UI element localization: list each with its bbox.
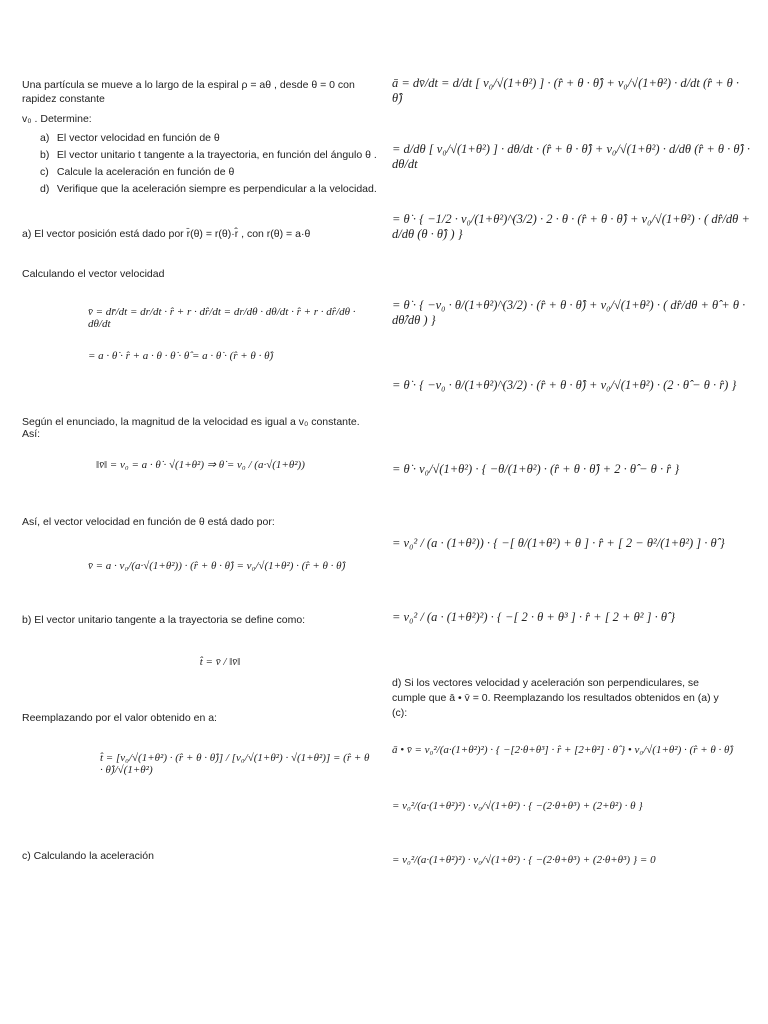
problem-item: b) El vector unitario t tangente a la trayectoria, en función del ángulo θ .: [40, 148, 377, 161]
eq-velocity-3: v̄ = a · v₀/(a·√(1+θ²)) · (r̂ + θ · θ̂) = v₀/√(1+θ²) · (r̂ + θ · θ̂): [88, 560, 346, 572]
eq-accel-1: ā = dv̄/dt = d/dt [ v₀/√(1+θ²) ] · (r̂ + θ · θ̂) + v₀/√(1+θ²) · d/dt (r̂ + θ · θ̂): [392, 76, 740, 105]
asi-text: Así, el vector velocidad en función de θ está dado por:: [22, 516, 275, 528]
eq-dot-3: = v₀²/(a·(1+θ²)²) · v₀/√(1+θ²) · { −(2·θ+θ³) + (2·θ+θ³) } = 0: [392, 854, 656, 866]
eq-accel-2: = d/dθ [ v₀/√(1+θ²) ] · dθ/dt · (r̂ + θ · θ̂) + v₀/√(1+θ²) · d/dθ (r̂ + θ · θ̂) · dθ/dt: [392, 142, 750, 171]
eq-tangent-1: t̂ = v̄ / ‖v̄‖: [199, 656, 241, 668]
problem-item: d) Verifique que la aceleración siempre es perpendicular a la velocidad.: [40, 183, 377, 196]
eq-dot-2: = v₀²/(a·(1+θ²)²) · v₀/√(1+θ²) · { −(2·θ+θ³) + (2+θ²) · θ }: [392, 800, 643, 812]
eq-accel-6: = θ̇ · v₀/√(1+θ²) · { −θ/(1+θ²) · (r̂ + θ · θ̂) + 2 · θ̂ − θ · r̂ }: [392, 462, 680, 476]
eq-magnitude: ‖v̄‖ = v₀ = a · θ̇ · √(1+θ²) ⇒ θ̇ = v₀ / (a·√(1+θ²)): [96, 459, 305, 471]
eq-velocity-1: v̄ = dr̄/dt = dr/dt · r̂ + r · dr̂/dt = dr/dθ · dθ/dt · r̂ + r · dr̂/dθ · dθ/dt: [88, 306, 356, 330]
part-d-text: d) Si los vectores velocidad y aceleración son perpendiculares, se cumple que ā • v̄ = 0. Reemplazando los resultados obtenidos en (a) y (c):: [392, 677, 719, 720]
eq-tangent-2: t̂ = [v₀/√(1+θ²) · (r̂ + θ · θ̂)] / [v₀/√(1+θ²) · √(1+θ²)] = (r̂ + θ · θ̂)/√(1+θ²): [100, 752, 370, 776]
problem-intro-2: v₀ . Determine:: [22, 113, 92, 126]
part-b-text: b) El vector unitario tangente a la trayectoria se define como:: [22, 614, 306, 626]
calc-velocity-heading: Calculando el vector velocidad: [22, 268, 165, 280]
problem-item: c) Calcule la aceleración en función de θ: [40, 165, 235, 178]
eq-accel-8: = v₀² / (a · (1+θ²)²) · { −[ 2 · θ + θ³ ] · r̂ + [ 2 + θ² ] · θ̂ }: [392, 610, 676, 624]
eq-dot-1: ā • v̄ = v₀²/(a·(1+θ²)²) · { −[2·θ+θ³] · r̂ + [2+θ²] · θ̂ } • v₀/√(1+θ²) · (r̂ + θ · θ̂): [392, 744, 734, 756]
problem-intro: Una partícula se mueve a lo largo de la espiral ρ = aθ , desde θ = 0 con rapidez constante: [22, 79, 355, 106]
problem-item: a) El vector velocidad en función de θ: [40, 131, 220, 144]
part-a-text: a) El vector posición está dado por r̄(θ) = r(θ)·r̂ , con r(θ) = a·θ: [22, 228, 311, 240]
part-c-text: c) Calculando la aceleración: [22, 850, 154, 862]
eq-velocity-2: = a · θ̇ · r̂ + a · θ · θ̇ · θ̂ = a · θ̇ · (r̂ + θ · θ̂): [88, 350, 274, 362]
eq-accel-3: = θ̇ · { −1/2 · v₀/(1+θ²)^(3/2) · 2 · θ · (r̂ + θ · θ̂) + v₀/√(1+θ²) · ( dr̂/dθ + d/dθ (θ · θ̂) ) }: [392, 212, 750, 241]
eq-accel-5: = θ̇ · { −v₀ · θ/(1+θ²)^(3/2) · (r̂ + θ · θ̂) + v₀/√(1+θ²) · (2 · θ̂ − θ · r̂) }: [392, 378, 737, 392]
problem-statement: [22, 78, 377, 199]
problem-items: [40, 131, 377, 197]
segun-text: Según el enunciado, la magnitud de la velocidad es igual a v₀ constante. Así:: [22, 416, 360, 440]
eq-accel-7: = v₀² / (a · (1+θ²)) · { −[ θ/(1+θ²) + θ ] · r̂ + [ 2 − θ²/(1+θ²) ] · θ̂ }: [392, 536, 725, 550]
eq-accel-4: = θ̇ · { −v₀ · θ/(1+θ²)^(3/2) · (r̂ + θ · θ̂) + v₀/√(1+θ²) · ( dr̂/dθ + θ̂ + θ · dθ̂/dθ ) }: [392, 298, 746, 327]
reemplazando-text: Reemplazando por el valor obtenido en a:: [22, 712, 217, 724]
